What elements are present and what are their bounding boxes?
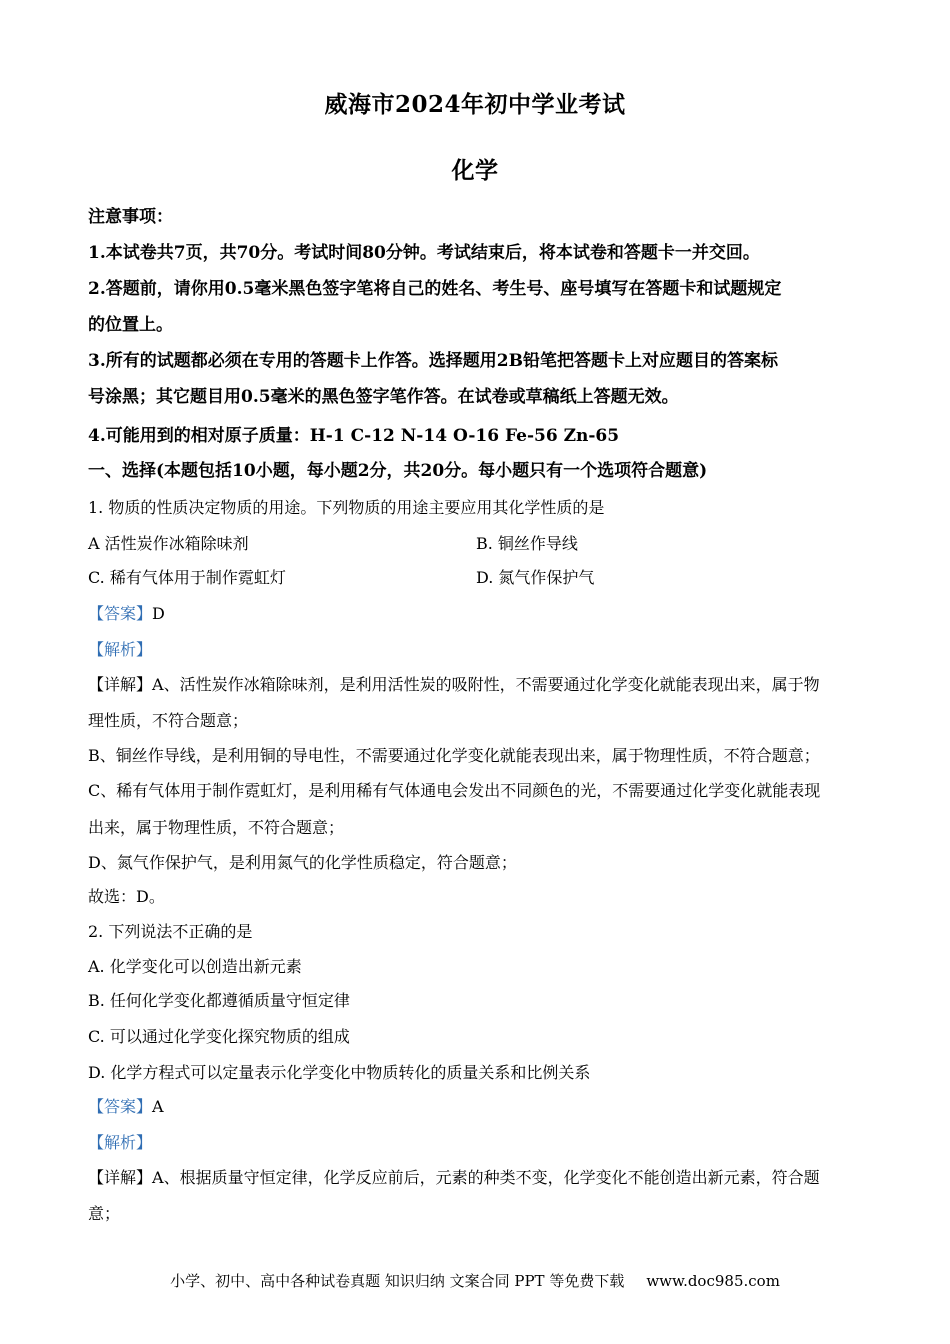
answer-line [88, 1096, 868, 1118]
question-stem: 1. 物质的性质决定物质的用途。下列物质的用途主要应用其化学性质的是 [88, 498, 605, 517]
option-b: B. 铜丝作导线 [476, 534, 578, 553]
detail-text: 故选：D。 [88, 887, 165, 906]
detail-tag: 【详解】 [88, 1168, 153, 1187]
option-a: A 活性炭作冰箱除味剂 [88, 534, 249, 553]
detail-text: A、根据质量守恒定律，化学反应前后，元素的种类不变，化学变化不能创造出新元素，符合题 [152, 1168, 820, 1187]
answer-value: A [152, 1097, 164, 1116]
exam-title: 威海市2024年初中学业考试 [324, 91, 626, 118]
answer-tag: 【答案】 [88, 1097, 153, 1116]
detail-tag: 【详解】 [88, 675, 153, 694]
option-c: C. 可以通过化学变化探究物质的组成 [88, 1027, 350, 1046]
notice-item: 4.可能用到的相对原子质量：H-1 C-12 N-14 O-16 Fe-56 Zn-65 [88, 426, 620, 446]
option-c: C. 稀有气体用于制作霓虹灯 [88, 568, 286, 587]
detail-text: A、活性炭作冰箱除味剂，是利用活性炭的吸附性，不需要通过化学变化就能表现出来，属于物 [152, 675, 820, 694]
footer-text: 小学、初中、高中各种试卷真题 知识归纳 文案合同 PPT 等免费下载 [170, 1272, 625, 1290]
answer-value: D [152, 604, 165, 623]
analysis-tag: 【解析】 [88, 1133, 153, 1152]
notice-heading: 注意事项： [88, 207, 173, 227]
notice-item: 1.本试卷共7页，共70分。考试时间80分钟。考试结束后，将本试卷和答题卡一并交回。 [88, 243, 760, 263]
notice-item: 号涂黑；其它题目用0.5毫米的黑色签字笔作答。在试卷或草稿纸上答题无效。 [88, 387, 679, 407]
section-heading: 一、选择(本题包括10小题，每小题2分，共20分。每小题只有一个选项符合题意) [88, 461, 708, 481]
option-d: D. 化学方程式可以定量表示化学变化中物质转化的质量关系和比例关系 [88, 1063, 591, 1082]
analysis-tag: 【解析】 [88, 640, 153, 659]
option-b: B. 任何化学变化都遵循质量守恒定律 [88, 991, 350, 1010]
detail-text: 出来，属于物理性质，不符合题意； [88, 818, 345, 837]
answer-tag: 【答案】 [88, 604, 153, 623]
notice-item: 的位置上。 [88, 315, 173, 335]
detail-text: 意； [88, 1204, 121, 1223]
notice-item: 3.所有的试题都必须在专用的答题卡上作答。选择题用2B铅笔把答题卡上对应题目的答案标 [88, 351, 778, 371]
detail-line [88, 1167, 868, 1189]
detail-text: 理性质，不符合题意； [88, 711, 249, 730]
page-footer [0, 1270, 950, 1291]
notice-item: 2.答题前，请你用0.5毫米黑色签字笔将自己的姓名、考生号、座号填写在答题卡和试题规定 [88, 279, 782, 299]
detail-text: B、铜丝作导线，是利用铜的导电性，不需要通过化学变化就能表现出来，属于物理性质，不符合题意； [88, 746, 820, 765]
question-stem: 2. 下列说法不正确的是 [88, 922, 253, 941]
option-d: D. 氮气作保护气 [476, 568, 595, 587]
footer-url[interactable]: www.doc985.com [646, 1272, 780, 1290]
detail-line [88, 674, 868, 696]
option-a: A. 化学变化可以创造出新元素 [88, 957, 302, 976]
answer-line [88, 603, 868, 625]
detail-text: D、氮气作保护气，是利用氮气的化学性质稳定，符合题意； [88, 853, 517, 872]
subject-title: 化学 [451, 157, 499, 184]
detail-text: C、稀有气体用于制作霓虹灯，是利用稀有气体通电会发出不同颜色的光，不需要通过化学变化就能表现 [88, 781, 821, 800]
